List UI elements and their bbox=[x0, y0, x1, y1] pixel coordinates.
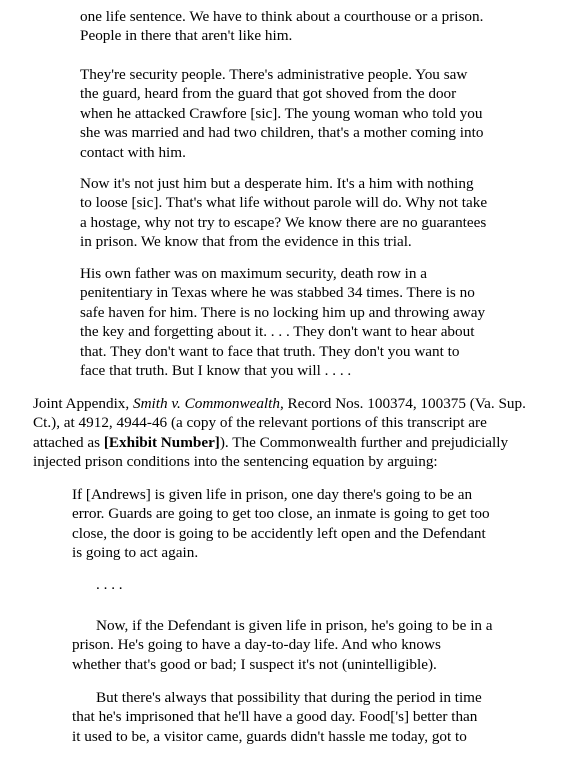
text-line: the key and forgetting about it. . . . They don't want to hear about bbox=[80, 323, 475, 341]
main-paragraph bbox=[33, 394, 526, 472]
text-line: that he's imprisoned that he'll have a good day. Food['s] better than bbox=[72, 708, 478, 726]
text-line: in prison. We know that from the evidence in this trial. bbox=[80, 233, 412, 251]
text-run: ). The Commonwealth further and prejudicially bbox=[219, 433, 509, 451]
text-line: the guard, heard from the guard that got shoved from the door bbox=[80, 85, 457, 103]
text-run: , Record Nos. 100374, 100375 (Va. Sup. bbox=[279, 395, 526, 412]
text-line: injected prison conditions into the sentencing equation by arguing: bbox=[33, 453, 438, 471]
text-line: Now, if the Defendant is given life in prison, he's going to be in a bbox=[96, 617, 493, 634]
text-run: attached as bbox=[33, 433, 104, 451]
text-line: close, the door is going to be accidently left open and the Defendant bbox=[72, 524, 486, 542]
quote2-paragraph-2 bbox=[72, 616, 493, 674]
text-line: If [Andrews] is given life in prison, one day there's going to be an bbox=[72, 486, 473, 503]
text-line: prison. He's going to have a day-to-day life. And who knows bbox=[72, 636, 441, 654]
text-line: But there's always that possibility that during the period in time bbox=[96, 689, 482, 706]
text-line: error. Guards are going to get too close, an inmate is going to get too bbox=[72, 505, 490, 523]
ellipsis: . . . . bbox=[96, 576, 123, 593]
text-line: that. They don't want to face that truth. They don't you want to bbox=[80, 342, 460, 360]
text-line: They're security people. There's administrative people. You saw bbox=[80, 66, 468, 83]
text-line: Ct.), at 4912, 4944-46 (a copy of the relevant portions of this transcript are bbox=[33, 414, 487, 432]
quote2-paragraph-1 bbox=[72, 485, 490, 563]
quote2-paragraph-3 bbox=[72, 688, 482, 746]
quote1-paragraph-1 bbox=[80, 65, 483, 162]
text-line: one life sentence. We have to think about a courthouse or a prison. bbox=[80, 8, 484, 25]
quote1-paragraph-0 bbox=[80, 7, 483, 46]
text-line: when he attacked Crawfore [sic]. The young woman who told you bbox=[80, 104, 483, 122]
text-line: a hostage, why not try to escape? We know there are no guarantees bbox=[80, 213, 487, 231]
text-run: Joint Appendix, bbox=[33, 395, 133, 412]
text-line: it used to be, a visitor came, guards didn't hassle me today, got to bbox=[72, 727, 467, 745]
quote1-paragraph-3 bbox=[80, 264, 485, 380]
text-line: His own father was on maximum security, death row in a bbox=[80, 265, 427, 282]
text-line: People in there that aren't like him. bbox=[80, 27, 293, 45]
case-citation: Smith v. Commonwealth bbox=[133, 395, 280, 412]
text-line: she was married and had two children, that's a mother coming into bbox=[80, 124, 484, 142]
text-line: is going to act again. bbox=[72, 544, 199, 562]
text-line: contact with him. bbox=[80, 143, 186, 161]
text-line bbox=[33, 433, 526, 452]
text-line: penitentiary in Texas where he was stabbed 34 times. There is no bbox=[80, 284, 475, 302]
text-line: whether that's good or bad; I suspect it's not (unintelligible). bbox=[72, 655, 437, 673]
quote2-ellipsis bbox=[72, 575, 123, 594]
text-line: to loose [sic]. That's what life without parole will do. Why not take bbox=[80, 194, 488, 212]
text-line bbox=[33, 394, 526, 413]
text-line: safe haven for him. There is no locking him up and throwing away bbox=[80, 303, 486, 321]
text-line: Now it's not just him but a desperate him. It's a him with nothing bbox=[80, 175, 474, 192]
exhibit-placeholder: [Exhibit Number] bbox=[103, 433, 220, 451]
quote1-paragraph-2 bbox=[80, 174, 487, 252]
text-line: face that truth. But I know that you will . . . . bbox=[80, 362, 352, 380]
